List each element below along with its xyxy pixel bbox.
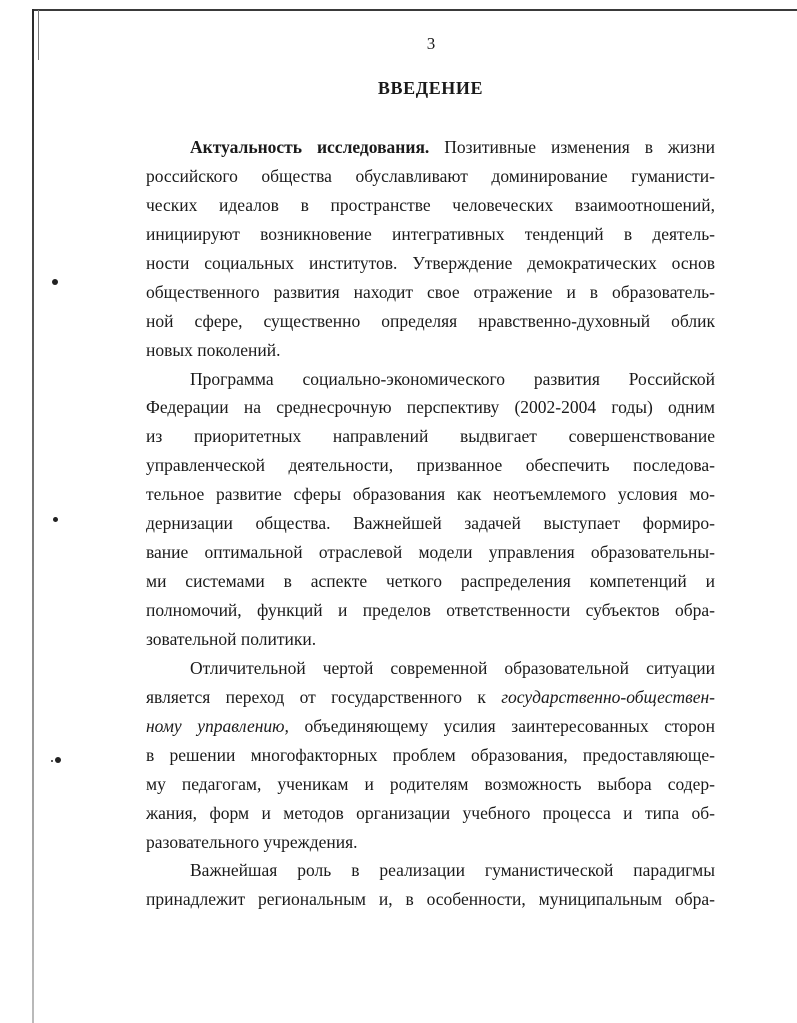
scan-speck [52,279,58,285]
text-line: жания, форм и методов организации учебного процесса и типа об- [146,802,715,823]
line-text: Позитивные изменения в жизни [429,137,715,157]
scan-speck [53,517,58,522]
text-line: Программа социально-экономического развития Российской [190,368,715,389]
text-line: принадлежит региональным и, в особенности, муниципальным обра- [146,889,715,910]
text-line [146,712,715,741]
text-line: из приоритетных направлений выдвигает совершенствование [146,426,715,447]
scan-speck [51,760,53,762]
text-line: тельное развитие сферы образования как неотъемлемого условия мо- [146,484,715,505]
paragraph [146,133,715,365]
text-line [146,683,715,712]
line-text: является переход от государственного к [146,686,502,707]
italic-term: государственно-обществен- [501,686,715,707]
text-line: Федерации на среднесрочную перспективу (2002-2004 годы) одним [146,397,715,418]
text-line [146,133,715,162]
text-line: ми системами в аспекте четкого распределения компетенций и [146,571,715,592]
text-line: Важнейшая роль в реализации гуманистической парадигмы [190,860,715,881]
scan-top-edge [32,9,797,11]
text-line: Отличительной чертой современной образовательной ситуации [190,657,715,678]
text-line: общественного развития находит свое отражение и в образователь- [146,281,715,302]
text-line: вание оптимальной отраслевой модели управления образовательны- [146,542,715,563]
italic-term: ному управлению, [146,715,289,736]
text-line: дернизации общества. Важнейшей задачей выступает формиро- [146,513,715,534]
paragraph [146,365,715,654]
text-line: полномочий, функций и пределов ответственности субъектов обра- [146,600,715,620]
scan-speck [55,757,61,763]
text-line: му педагогам, ученикам и родителям возможность выбора содер- [146,773,715,794]
text-line: зовательной политики. [146,628,317,649]
text-line: инициируют возникновение интегративных тенденций в деятель- [146,223,715,244]
text-line: ной сфере, существенно определяя нравственно-духовный облик [146,310,715,331]
text-line: управленческой деятельности, призванное обеспечить последова- [146,455,715,476]
text-line: в решении многофакторных проблем образования, предоставляюще- [146,744,715,765]
text-line: разовательного учреждения. [146,831,358,852]
page-number: 3 [426,34,436,53]
line-text: объединяющему усилия заинтересованных сторон [288,715,715,736]
page-title: ВВЕДЕНИЕ [377,78,484,98]
paragraph [146,856,715,914]
scan-left-edge [32,9,34,1023]
bold-lead: Актуальность исследования. [190,137,430,157]
text-line: ности социальных институтов. Утверждение демократических основ [146,252,715,273]
paragraph [146,654,715,857]
text-line: новых поколений. [146,339,281,360]
text-line: российского общества обуславливают доминирование гуманисти- [146,165,715,186]
body-text [146,133,715,914]
text-line: ческих идеалов в пространстве человеческих взаимоотношений, [146,194,715,215]
